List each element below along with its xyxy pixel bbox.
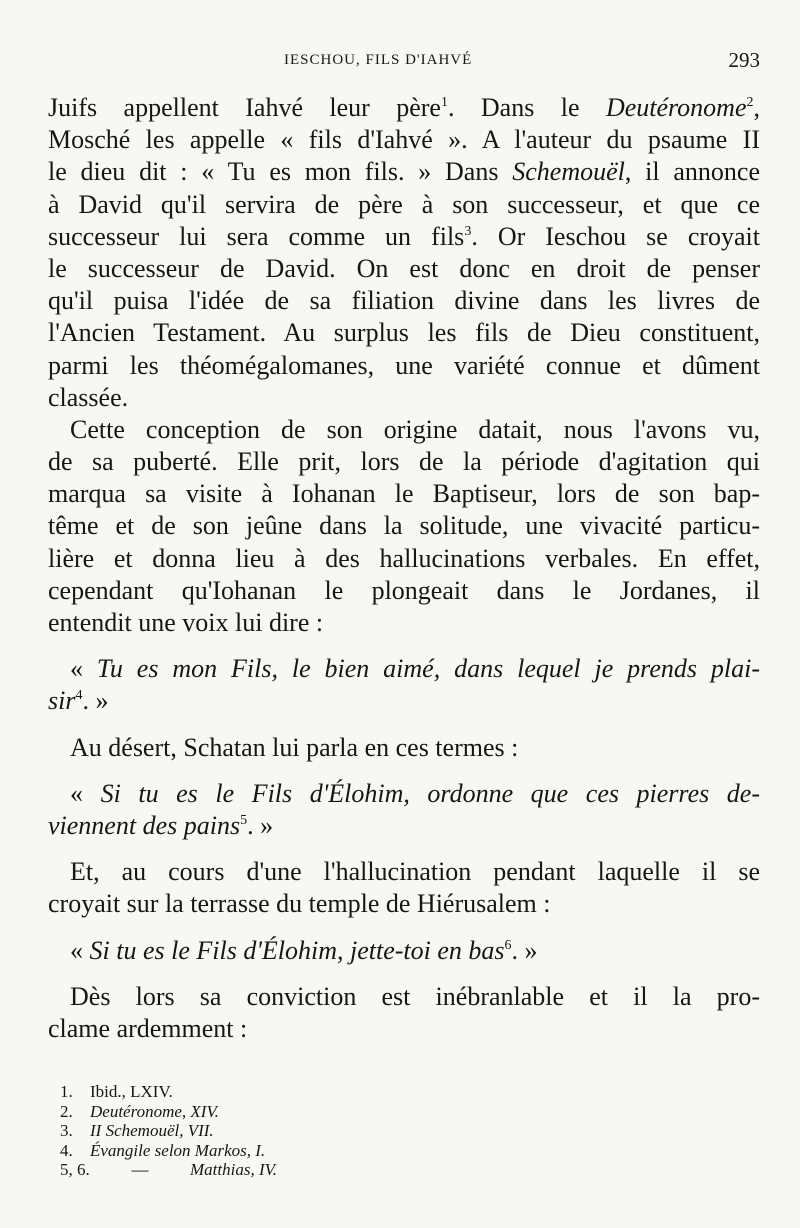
- text-line: successeur lui sera comme un fils$^3$. Or Ieschou se croyait: [48, 221, 761, 251]
- text-line: qu'il puisa l'idée de sa filiation divine dans les livres de: [48, 286, 760, 316]
- text-line: Mosché les appelle « fils d'Iahvé ». A l'auteur du psaume II: [48, 125, 760, 155]
- text-line: de sa puberté. Elle prit, lors de la période d'agitation qui: [48, 447, 760, 477]
- quote-line: « Si tu es le Fils d'Élohim, ordonne que ces pierres de-: [70, 778, 760, 808]
- footnote-ref: 6: [504, 937, 512, 953]
- text-line: Au désert, Schatan lui parla en ces termes :: [70, 732, 519, 762]
- text-line: clame ardemment :: [48, 1013, 248, 1043]
- text-line: l'Ancien Testament. Au surplus les fils de Dieu constituent,: [48, 318, 760, 348]
- text-line: croyait sur la terrasse du temple de Hiérusalem :: [48, 889, 551, 919]
- text-line: Dès lors sa conviction est inébranlable et il la pro-: [70, 981, 760, 1011]
- text-line: tême et de son jeûne dans la solitude, une vivacité particu-: [48, 511, 760, 541]
- footnote-ref: 5: [240, 812, 248, 828]
- text-line: entendit une voix lui dire :: [48, 608, 324, 637]
- quote-line: sir$^4$. »: [48, 686, 109, 716]
- text-line: le successeur de David. On est donc en droit de penser: [48, 253, 760, 283]
- text-line: marqua sa visite à Iohanan le Baptiseur, lors de son bap-: [48, 479, 760, 509]
- page-header: [48, 48, 760, 78]
- running-head: IESCHOU, FILS D'IAHVÉ: [284, 52, 473, 68]
- footnotes: [60, 1082, 660, 1180]
- footnote-ref: 2: [746, 95, 754, 110]
- text-line: Cette conception de son origine datait, nous l'avons vu,: [70, 414, 760, 444]
- text-line: Juifs appellent Iahvé leur père$^1$. Dans le Deutéronome$^2$,: [48, 93, 760, 122]
- page-number: 293: [728, 48, 760, 72]
- footnote: 3. II Schemouël, VII.: [60, 1121, 214, 1140]
- text-line: Et, au cours d'une l'hallucination pendant laquelle il se: [70, 857, 760, 887]
- text-line: lière et donna lieu à des hallucinations verbales. En effet,: [48, 543, 760, 573]
- body-text: [48, 92, 760, 1045]
- footnote: 1. Ibid., LXIV.: [60, 1082, 173, 1101]
- footnote-ref: 1: [440, 95, 448, 110]
- footnote-ref: 3: [464, 223, 472, 239]
- quote-line: « Tu es mon Fils, le bien aimé, dans lequel je prends plai-: [70, 654, 760, 684]
- text-line: à David qu'il servira de père à son successeur, et que ce: [48, 189, 760, 219]
- footnote: 2. Deutéronome, XIV.: [60, 1101, 219, 1121]
- footnote: 5, 6. — Matthias, IV.: [60, 1160, 278, 1179]
- text-line: le dieu dit : « Tu es mon fils. » Dans Schemouël, il annonce: [48, 157, 760, 187]
- text-line: cependant qu'Iohanan le plongeait dans le Jordanes, il: [48, 575, 760, 605]
- text-line: parmi les théomégalomanes, une variété connue et dûment: [48, 350, 760, 380]
- quote-line: « Si tu es le Fils d'Élohim, jette-toi en bas$^6$. »: [70, 935, 538, 965]
- quote-line: viennent des pains$^5$. »: [48, 810, 274, 840]
- book-page: [48, 0, 760, 1228]
- text-line: classée.: [48, 382, 129, 412]
- footnote: 4. Évangile selon Markos, I.: [60, 1140, 266, 1160]
- footnote-ref: 4: [75, 688, 83, 704]
